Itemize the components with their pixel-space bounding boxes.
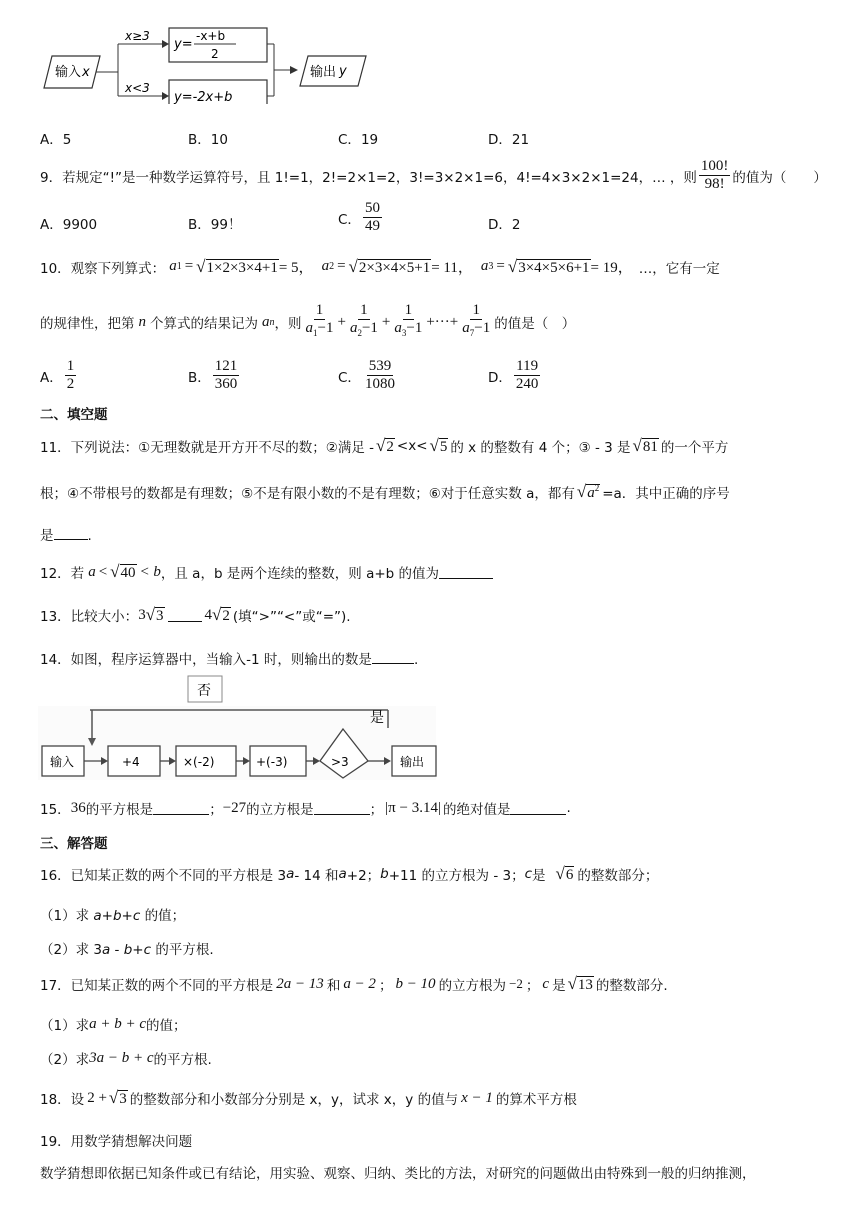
question-15 [40,798,571,818]
q15-sep1: ； [209,802,223,818]
q9-frac-den: 98! [704,176,725,192]
frac-den: 1080 [364,376,395,392]
option-label: A． [40,369,63,386]
option-label: B． [188,369,211,386]
q8-option-c[interactable] [338,128,378,148]
q15-sep2: ； [369,802,384,818]
q10-intro: 10．观察下列算式： [40,260,166,277]
q10-sum-term [348,302,380,342]
q16-sub1-a: （1）求 [40,908,94,924]
frac-den: 360 [214,376,238,392]
q10-line2c: ，则 [274,316,302,332]
q18-m1: 2 + [87,1089,107,1106]
q10-ellipsis: …，它有一定 [638,260,720,277]
q14-text: 14．如图，程序运算器中，当输入-1 时，则输出的数是 [40,652,372,668]
q15-dot: . [566,800,571,816]
option-text: 5 [62,132,72,148]
q16-sub2-b: a [101,942,111,958]
q17-m2: a − 2 [343,975,376,992]
q16-b: a [286,866,295,882]
radicand: 13 [577,977,593,993]
q13-text-a: 13．比较大小： [40,609,139,625]
option-label: C． [338,132,361,148]
q18-sqrt3: √3 [108,1088,127,1107]
flow2-op2-label: ×(-2) [183,755,215,769]
q10-sum-term [304,302,336,342]
q8-option-b[interactable] [188,128,228,148]
q10-option-c[interactable] [338,358,399,393]
q16-sub2-c: - [110,942,124,958]
q10-a1-val: = 5， [278,260,314,276]
q10-a3-val: = 19， [590,260,633,276]
q11-sqrt5: √5 [429,436,448,455]
q10-option-d[interactable] [488,358,542,393]
q18-b: 的整数部分和小数部分分别是 x，y，试求 x，y 的值与 [129,1092,459,1108]
radicand: 2 [386,439,394,455]
q10-a2-sub: 2 [329,261,335,272]
frac-den: a [349,320,358,336]
flow1-cond-bottom: x<3 [125,81,150,95]
q17-sub2-m: 3a − b + c [89,1049,154,1066]
q16-f: b [380,866,389,882]
q10-sum-term [460,302,492,342]
frac-den-minus: −1 [361,320,378,336]
q12-lt: < [98,563,108,580]
answer-blank[interactable] [153,802,209,815]
question-9 [40,158,827,193]
frac-den: a [462,320,470,336]
flow1-input-label: 输入 [55,65,82,80]
q10-an: a [262,313,270,330]
q10-a3-radicand: 3×4×5×6+1 [518,259,590,276]
q11-sqrt81: √81 [632,436,658,455]
option-text: 19 [360,132,379,148]
q10-op: + [381,313,391,330]
q15-text-d: 的绝对值是 [442,802,511,818]
q11-text-e: 根；④不带根号的数都是有理数；⑤不是有限小数的不是有理数；⑥对于任意实数 a，都有 [40,486,575,502]
frac-den-sub: 1 [313,328,318,338]
question-10-line1: 10．观察下列算式： a 1 = √1×2×3×4+1 = 5， a 2 = √2×3×4×5+1 = 11， a 3 = √3×4×5×6+1 = 19， …，它有一定 [40,256,720,277]
flow1-input-var: x [82,65,90,80]
q8-option-d[interactable] [488,128,529,148]
q9-option-c[interactable] [338,200,384,235]
flow2-op1-label: +4 [122,755,140,769]
option-label: C． [338,211,361,228]
frac-den-sub: 2 [357,328,362,338]
question-19-title: 19．用数学猜想解决问题 [40,1134,193,1150]
option-label: B． [188,132,211,148]
q16-sub2 [40,938,214,958]
frac-den-sub: 7 [469,328,475,338]
q10-a1: a [169,258,177,274]
answer-blank[interactable] [54,527,88,540]
frac-num: 119 [516,358,539,374]
question-18 [40,1088,577,1108]
q9-option-d[interactable] [488,213,521,233]
option-label: D． [488,369,512,386]
q10-tail: 的值是（ ） [494,316,576,332]
question-14 [40,648,418,668]
answer-blank[interactable] [372,651,414,664]
q13-lhs-sqrt: √3 [145,605,164,624]
question-11-line2 [40,482,730,502]
option-text: 9900 [62,217,98,233]
option-text: 99！ [210,217,242,233]
q12-sqrt40: √40 [110,562,136,581]
q10-a3-sqrt: √3×4×5×6+1 [507,256,590,276]
q17-sub2-b: 的平方根. [153,1052,212,1068]
radicand: 3 [156,608,164,624]
frac-num: 539 [368,358,392,374]
frac-num: 50 [364,200,380,216]
flow1-top-num: -x+b [196,29,226,43]
q9-frac-num: 100! [700,158,729,174]
question-13 [40,605,351,625]
q9-fraction [699,158,731,193]
q10-op: + [337,313,346,330]
q17-sqrt13: √13 [567,974,593,993]
q17-b: 和 [326,978,341,994]
q16-sub2-d: b+c [123,942,152,958]
q17-sub2-a: （2）求 [40,1052,90,1068]
q16-sub1-b: a+b+c [93,908,141,924]
q16-e: +2； [346,868,381,884]
option-text: 10 [210,132,228,148]
flow1-cond-top: x≥3 [125,29,150,43]
q17-g: 的整数部分. [595,978,668,994]
q10-a2-sqrt: √2×3×4×5+1 [348,256,431,276]
q10-a1-sqrt: √1×2×3×4+1 [196,256,278,276]
q13-text-b: (填“>”“<”或“=”). [232,609,351,625]
option-fraction [363,200,382,235]
q11-text-d: 的一个平方 [660,440,729,456]
flowchart-1 [38,26,378,104]
flow2-cond-label: >3 [331,755,349,769]
q17-sub1-m: a + b + c [89,1015,146,1032]
q12-text-a: 12．若 [40,566,85,582]
q10-a3-sub: 3 [488,261,494,272]
q9-text: 9．若规定“!”是一种数学运算符号，且 1!=1，2!=2×1=2，3!=3×2×1=6，4!=4×3×2×1=24，… ，则 [40,169,697,186]
q10-n: n [138,313,146,330]
q9-option-b[interactable] [188,213,241,233]
q16-a: 16．已知某正数的两个不同的平方根是 3 [40,868,287,884]
q11-text-c: 的 x 的整数有 4 个；③ - 3 是 [450,440,631,456]
q15-text-a: 15． [40,802,71,818]
flow1-bottom-formula: y=-2x+b [174,90,233,104]
frac-den-minus: −1 [406,320,423,336]
q16-sqrt6: √6 [555,864,574,883]
q18-c: 的算术平方根 [495,1092,577,1108]
q17-sub1-a: （1）求 [40,1018,90,1034]
q18-m2: x − 1 [461,1089,493,1106]
q15-text-c: 的立方根是 [246,802,314,818]
option-label: C． [338,369,361,386]
flow2-input-label: 输入 [50,755,75,769]
q12-text-b: ，且 a，b 是两个连续的整数，则 a+b 的值为 [160,566,440,582]
q18-a: 18．设 [40,1092,85,1108]
frac-num: 1 [66,358,75,374]
q16-d: a [338,866,347,882]
frac-den: a [305,320,313,336]
q16-h: c [524,866,533,882]
frac-den-minus: −1 [317,320,334,336]
q15-text-b: 的平方根是 [85,802,154,818]
q10-a3: a [480,258,489,274]
q11-text-f: =a．其中正确的序号 [602,486,730,502]
q9-option-a[interactable] [40,213,97,233]
question-17 [40,974,668,994]
q16-c: - 14 和 [294,868,339,884]
q10-option-a[interactable] [40,358,78,393]
option-fraction [65,358,77,393]
option-text: 2 [511,217,521,233]
frac-num: 1 [404,302,413,318]
option-label: D． [488,132,512,148]
q9-tail: 的值为（ ） [732,169,827,186]
q10-a2-radicand: 2×3×4×5+1 [358,259,431,276]
flowchart-2 [38,672,440,782]
option-fraction [363,358,397,393]
option-fraction [514,358,541,393]
radicand: 3 [119,1091,127,1107]
radicand: a [587,485,595,501]
q16-i: 是 [532,868,546,884]
answer-blank[interactable] [314,802,370,815]
radicand: 2 [222,608,230,624]
frac-den: a [394,320,402,336]
question-16 [40,864,658,884]
q11-text-g: 是 [40,528,54,544]
flow2-output-label: 输出 [400,755,425,769]
q11-sqrt2: √2 [376,436,394,455]
q12-a: a [88,563,96,580]
question-10-line2 [40,302,575,342]
answer-blank[interactable] [168,609,202,622]
q10-a1-sub: 1 [176,261,182,272]
flow2-yes-label: 是 [370,710,384,726]
option-label: D． [488,217,512,233]
option-text: 21 [511,132,530,148]
q17-sub2 [40,1048,212,1068]
q14-dot: . [413,652,419,668]
q17-a: 17．已知某正数的两个不同的平方根是 [40,978,274,994]
q13-rhs-coef: 4 [204,606,213,623]
q10-line2b: 个算式的结果记为 [150,316,258,332]
q8-option-a[interactable] [40,128,71,148]
radicand: 40 [120,565,136,581]
q16-j: 的整数部分； [577,868,659,884]
answer-blank[interactable] [439,566,493,579]
q10-a1-radicand: 1×2×3×4+1 [206,259,278,276]
q16-sub2-a: （2）求 3 [40,942,102,958]
frac-num: 1 [472,302,480,318]
q10-option-b[interactable] [188,358,241,393]
frac-den: 2 [66,376,75,392]
option-label: A． [40,132,63,148]
q10-a2-val: = 11， [431,260,473,276]
q17-c: ； [378,978,393,994]
q13-rhs-sqrt: √2 [212,605,230,624]
flow1-output-label: 输出 [310,65,337,80]
q10-op: +···+ [426,313,459,330]
radicand: 6 [565,867,574,883]
option-label: B． [188,217,211,233]
q10-a2: a [321,258,330,274]
question-19-body: 数学猜想即依据已知条件或已有结论，用实验、观察、归纳、类比的方法，对研究的问题做出由特殊到一般的归纳推测， [40,1166,756,1182]
q17-f: 是 [552,978,566,994]
q10-sum-term [392,302,424,342]
q11-sqrt-a2: $√a^2$ [576,482,600,501]
q16-sub1-c: 的值； [140,908,186,924]
q17-d: 的立方根为 [438,978,507,994]
q11-text-b: <x< [396,438,428,454]
flow1-top-den: 2 [211,47,219,61]
radicand: 5 [439,439,448,455]
q17-m3: b − 10 [395,975,436,992]
q17-e: ； [525,978,540,994]
flow2-op3-label: +(-3) [256,755,288,769]
answer-blank[interactable] [510,802,566,815]
frac-num: 1 [315,302,324,318]
section-heading-fill-in: 二、填空题 [40,407,108,423]
frac-den-minus: −1 [474,320,491,336]
flow1-output-var: y [339,64,347,79]
q15-neg27: −27 [222,799,247,816]
q15-36: 36 [70,799,86,816]
frac-den-sub: 3 [401,328,407,338]
q12-b: < b [139,563,161,580]
q13-lhs-coef: 3 [138,606,146,623]
q16-g: +11 的立方根为 - 3； [388,868,525,884]
q11-text-a: 11．下列说法：①无理数就是开方开不尽的数；②满足 - [40,440,375,456]
question-12 [40,562,493,582]
radicand: 81 [642,439,658,455]
question-11-line3: 是 . [40,528,92,544]
q17-sub1 [40,1014,187,1034]
option-fraction [213,358,240,393]
q17-m4: −2 [509,976,523,991]
frac-den: 49 [364,218,380,234]
q17-m5: c [542,975,550,992]
q10-an-sub: n [269,316,275,328]
question-11-line1 [40,436,728,456]
section-heading-solve: 三、解答题 [40,836,108,852]
frac-den: 240 [515,376,539,392]
q16-sub2-e: 的平方根. [151,942,214,958]
frac-num: 1 [360,302,368,318]
q16-sub1 [40,904,185,924]
frac-num: 121 [214,358,238,374]
option-label: A． [40,217,63,233]
flow2-no-label: 否 [197,683,211,699]
q17-m1: 2a − 13 [276,975,324,992]
q17-sub1-b: 的值； [146,1018,187,1034]
flow1-top-lhs: y= [174,37,193,52]
q10-line2a: 的规律性，把第 [40,316,135,332]
q15-abs: |π − 3.14| [385,799,441,816]
